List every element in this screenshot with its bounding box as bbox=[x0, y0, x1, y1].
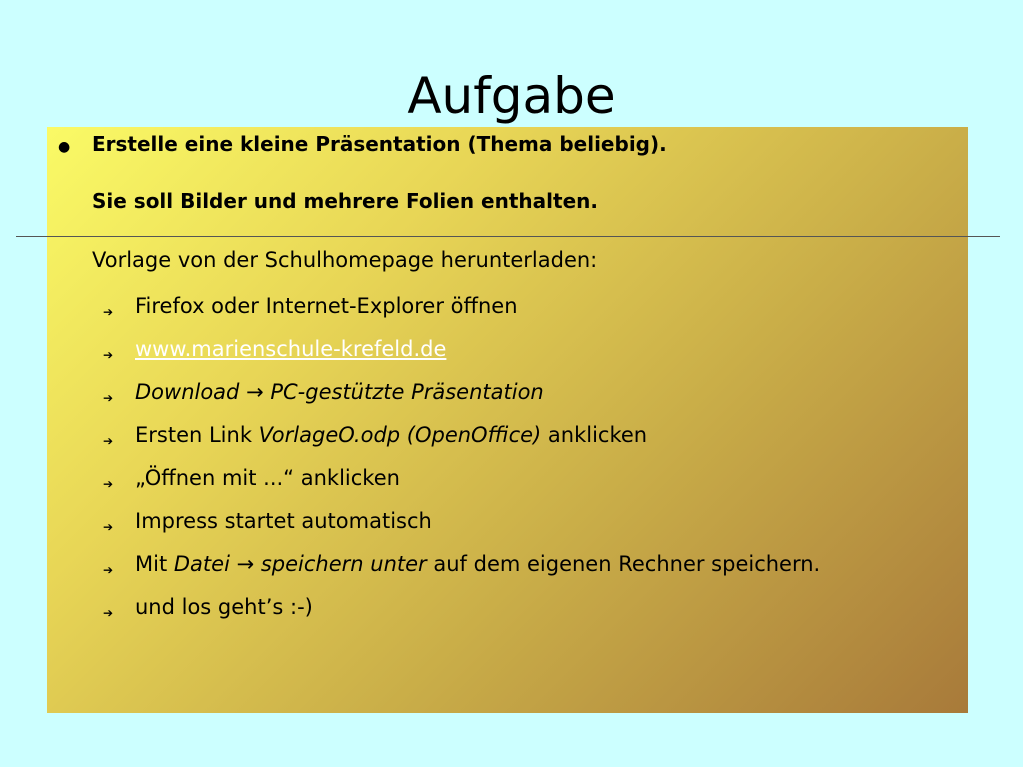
arrow-right-icon: ➔ bbox=[103, 391, 114, 405]
step-2 bbox=[135, 336, 446, 362]
arrow-right-icon: ➔ bbox=[103, 348, 114, 362]
step-6: Impress startet automatisch bbox=[135, 509, 432, 533]
horizontal-divider bbox=[16, 236, 1000, 237]
arrow-right-icon: ➔ bbox=[103, 477, 114, 491]
step-5: „Öffnen mit ...“ anklicken bbox=[135, 466, 400, 490]
step-3 bbox=[135, 379, 544, 405]
arrow-right-icon: ➔ bbox=[103, 606, 114, 620]
instructions-heading: Vorlage von der Schulhomepage herunterladen: bbox=[92, 248, 598, 272]
step-7-part-b: Datei → speichern unter bbox=[173, 552, 427, 576]
arrow-right-icon: ➔ bbox=[103, 434, 114, 448]
step-1: Firefox oder Internet-Explorer öffnen bbox=[135, 294, 518, 318]
step-3-part-a: Download bbox=[135, 380, 240, 404]
arrow-right-icon: ➔ bbox=[103, 520, 114, 534]
step-8: und los geht’s :-) bbox=[135, 595, 313, 619]
step-4 bbox=[135, 422, 647, 448]
step-4-part-c: anklicken bbox=[541, 423, 648, 447]
arrow-right-icon: ➔ bbox=[103, 305, 114, 319]
step-4-part-a: Ersten Link bbox=[135, 423, 259, 447]
step-3-part-b: PC-gestützte Präsentation bbox=[270, 380, 544, 404]
arrow-right-icon: ➔ bbox=[103, 563, 114, 577]
step-4-part-b: VorlageO.odp (OpenOffice) bbox=[258, 423, 542, 447]
task-line-2: Sie soll Bilder und mehrere Folien enthalten. bbox=[92, 189, 598, 213]
step-7-part-a: Mit bbox=[135, 552, 174, 576]
step-7 bbox=[135, 551, 820, 577]
slide-title: Aufgabe bbox=[407, 67, 616, 125]
task-line-1: Erstelle eine kleine Präsentation (Thema beliebig). bbox=[92, 132, 667, 156]
step-7-part-c: auf dem eigenen Rechner speichern. bbox=[426, 552, 821, 576]
step-3-arrow: → bbox=[239, 380, 271, 404]
school-homepage-link[interactable]: www.marienschule-krefeld.de bbox=[135, 337, 447, 361]
content-box bbox=[47, 127, 968, 713]
bullet-dot-icon: ● bbox=[58, 139, 71, 155]
